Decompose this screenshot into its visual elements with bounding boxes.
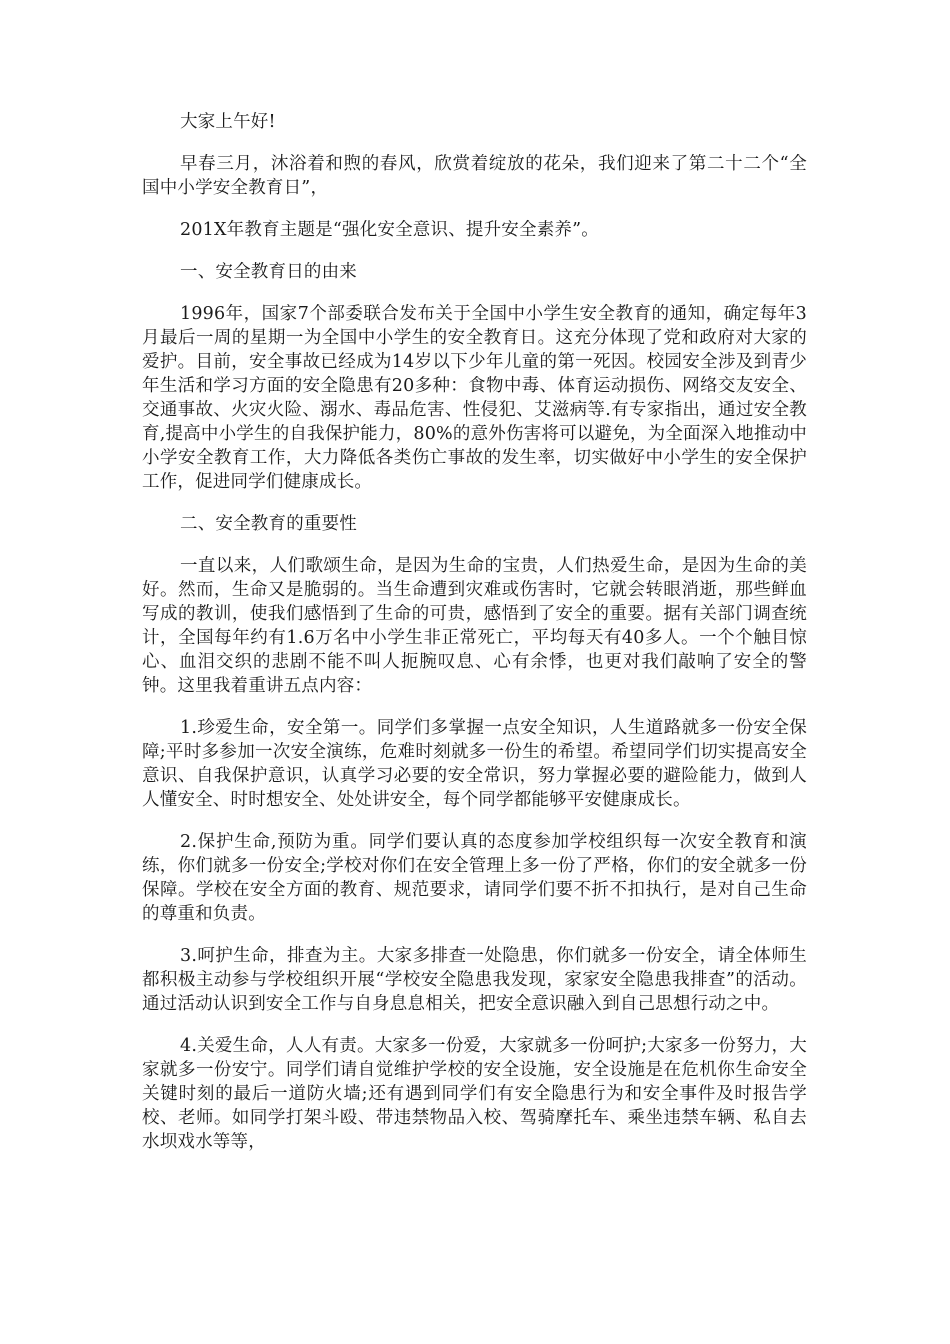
section-heading-importance: 二、安全教育的重要性 <box>180 514 357 534</box>
point-2-paragraph: 2.保护生命,预防为重。同学们要认真的态度参加学校组织每一次安全教育和演练，你们就多一份安全;学校对你们在安全管理上多一份了严格，你们的安全就多一份保障。学校在安全方面的教育、规范要求，请同学们要不折不扣执行，是对自己生命的尊重和负责。 <box>142 832 807 924</box>
point-1-paragraph: 1.珍爱生命，安全第一。同学们多掌握一点安全知识，人生道路就多一份安全保障;平时多参加一次安全演练，危难时刻就多一份生的希望。希望同学们切实提高安全意识、自我保护意识，认真学习必要的安全常识，努力掌握必要的避险能力，做到人人懂安全、时时想安全、处处讲安全，每个同学都能够平安健康成长。 <box>142 718 807 810</box>
point-4-paragraph: 4.关爱生命，人人有责。大家多一份爱，大家就多一份呵护;大家多一份努力，大家就多一份安宁。同学们请自觉维护学校的安全设施，安全设施是在危机你生命安全关键时刻的最后一道防火墙;还有遇到同学们有安全隐患行为和安全事件及时报告学校、老师。如同学打架斗殴、带违禁物品入校、驾骑摩托车、乘坐违禁车辆、私自去水坝戏水等等， <box>142 1036 807 1152</box>
theme-paragraph: 201X年教育主题是“强化安全意识、提升安全素养”。 <box>180 220 599 240</box>
origin-paragraph: 1996年，国家7个部委联合发布关于全国中小学生安全教育的通知，确定每年3月最后一周的星期一为全国中小学生的安全教育日。这充分体现了党和政府对大家的爱护。目前，安全事故已经成为14岁以下少年儿童的第一死因。校园安全涉及到青少年生活和学习方面的安全隐患有20多种：食物中毒、体育运动损伤、网络交友安全、交通事故、火灾火险、溺水、毒品危害、性侵犯、艾滋病等.有专家指出，通过安全教育,提高中小学生的自我保护能力，80%的意外伤害将可以避免，为全面深入地推动中小学安全教育工作，大力降低各类伤亡事故的发生率，切实做好中小学生的安全保护工作，促进同学们健康成长。 <box>142 304 807 492</box>
importance-paragraph: 一直以来，人们歌颂生命，是因为生命的宝贵，人们热爱生命，是因为生命的美好。然而，生命又是脆弱的。当生命遭到灾难或伤害时，它就会转眼消逝，那些鲜血写成的教训，使我们感悟到了生命的可贵，感悟到了安全的重要。据有关部门调查统计，全国每年约有1.6万名中小学生非正常死亡，平均每天有40多人。一个个触目惊心、血泪交织的悲剧不能不叫人扼腕叹息、心有余悸，也更对我们敲响了安全的警钟。这里我着重讲五点内容： <box>142 556 807 696</box>
document-body <box>142 110 807 1172</box>
section-heading-origin: 一、安全教育日的由来 <box>180 262 357 282</box>
intro-paragraph: 早春三月，沐浴着和煦的春风，欣赏着绽放的花朵，我们迎来了第二十二个“全国中小学安全教育日”， <box>142 154 807 198</box>
greeting-paragraph: 大家上午好! <box>180 112 276 132</box>
point-3-paragraph: 3.呵护生命，排查为主。大家多排查一处隐患，你们就多一份安全，请全体师生都积极主动参与学校组织开展“学校安全隐患我发现，家家安全隐患我排查”的活动。通过活动认识到安全工作与自身息息相关，把安全意识融入到自己思想行动之中。 <box>142 946 807 1014</box>
